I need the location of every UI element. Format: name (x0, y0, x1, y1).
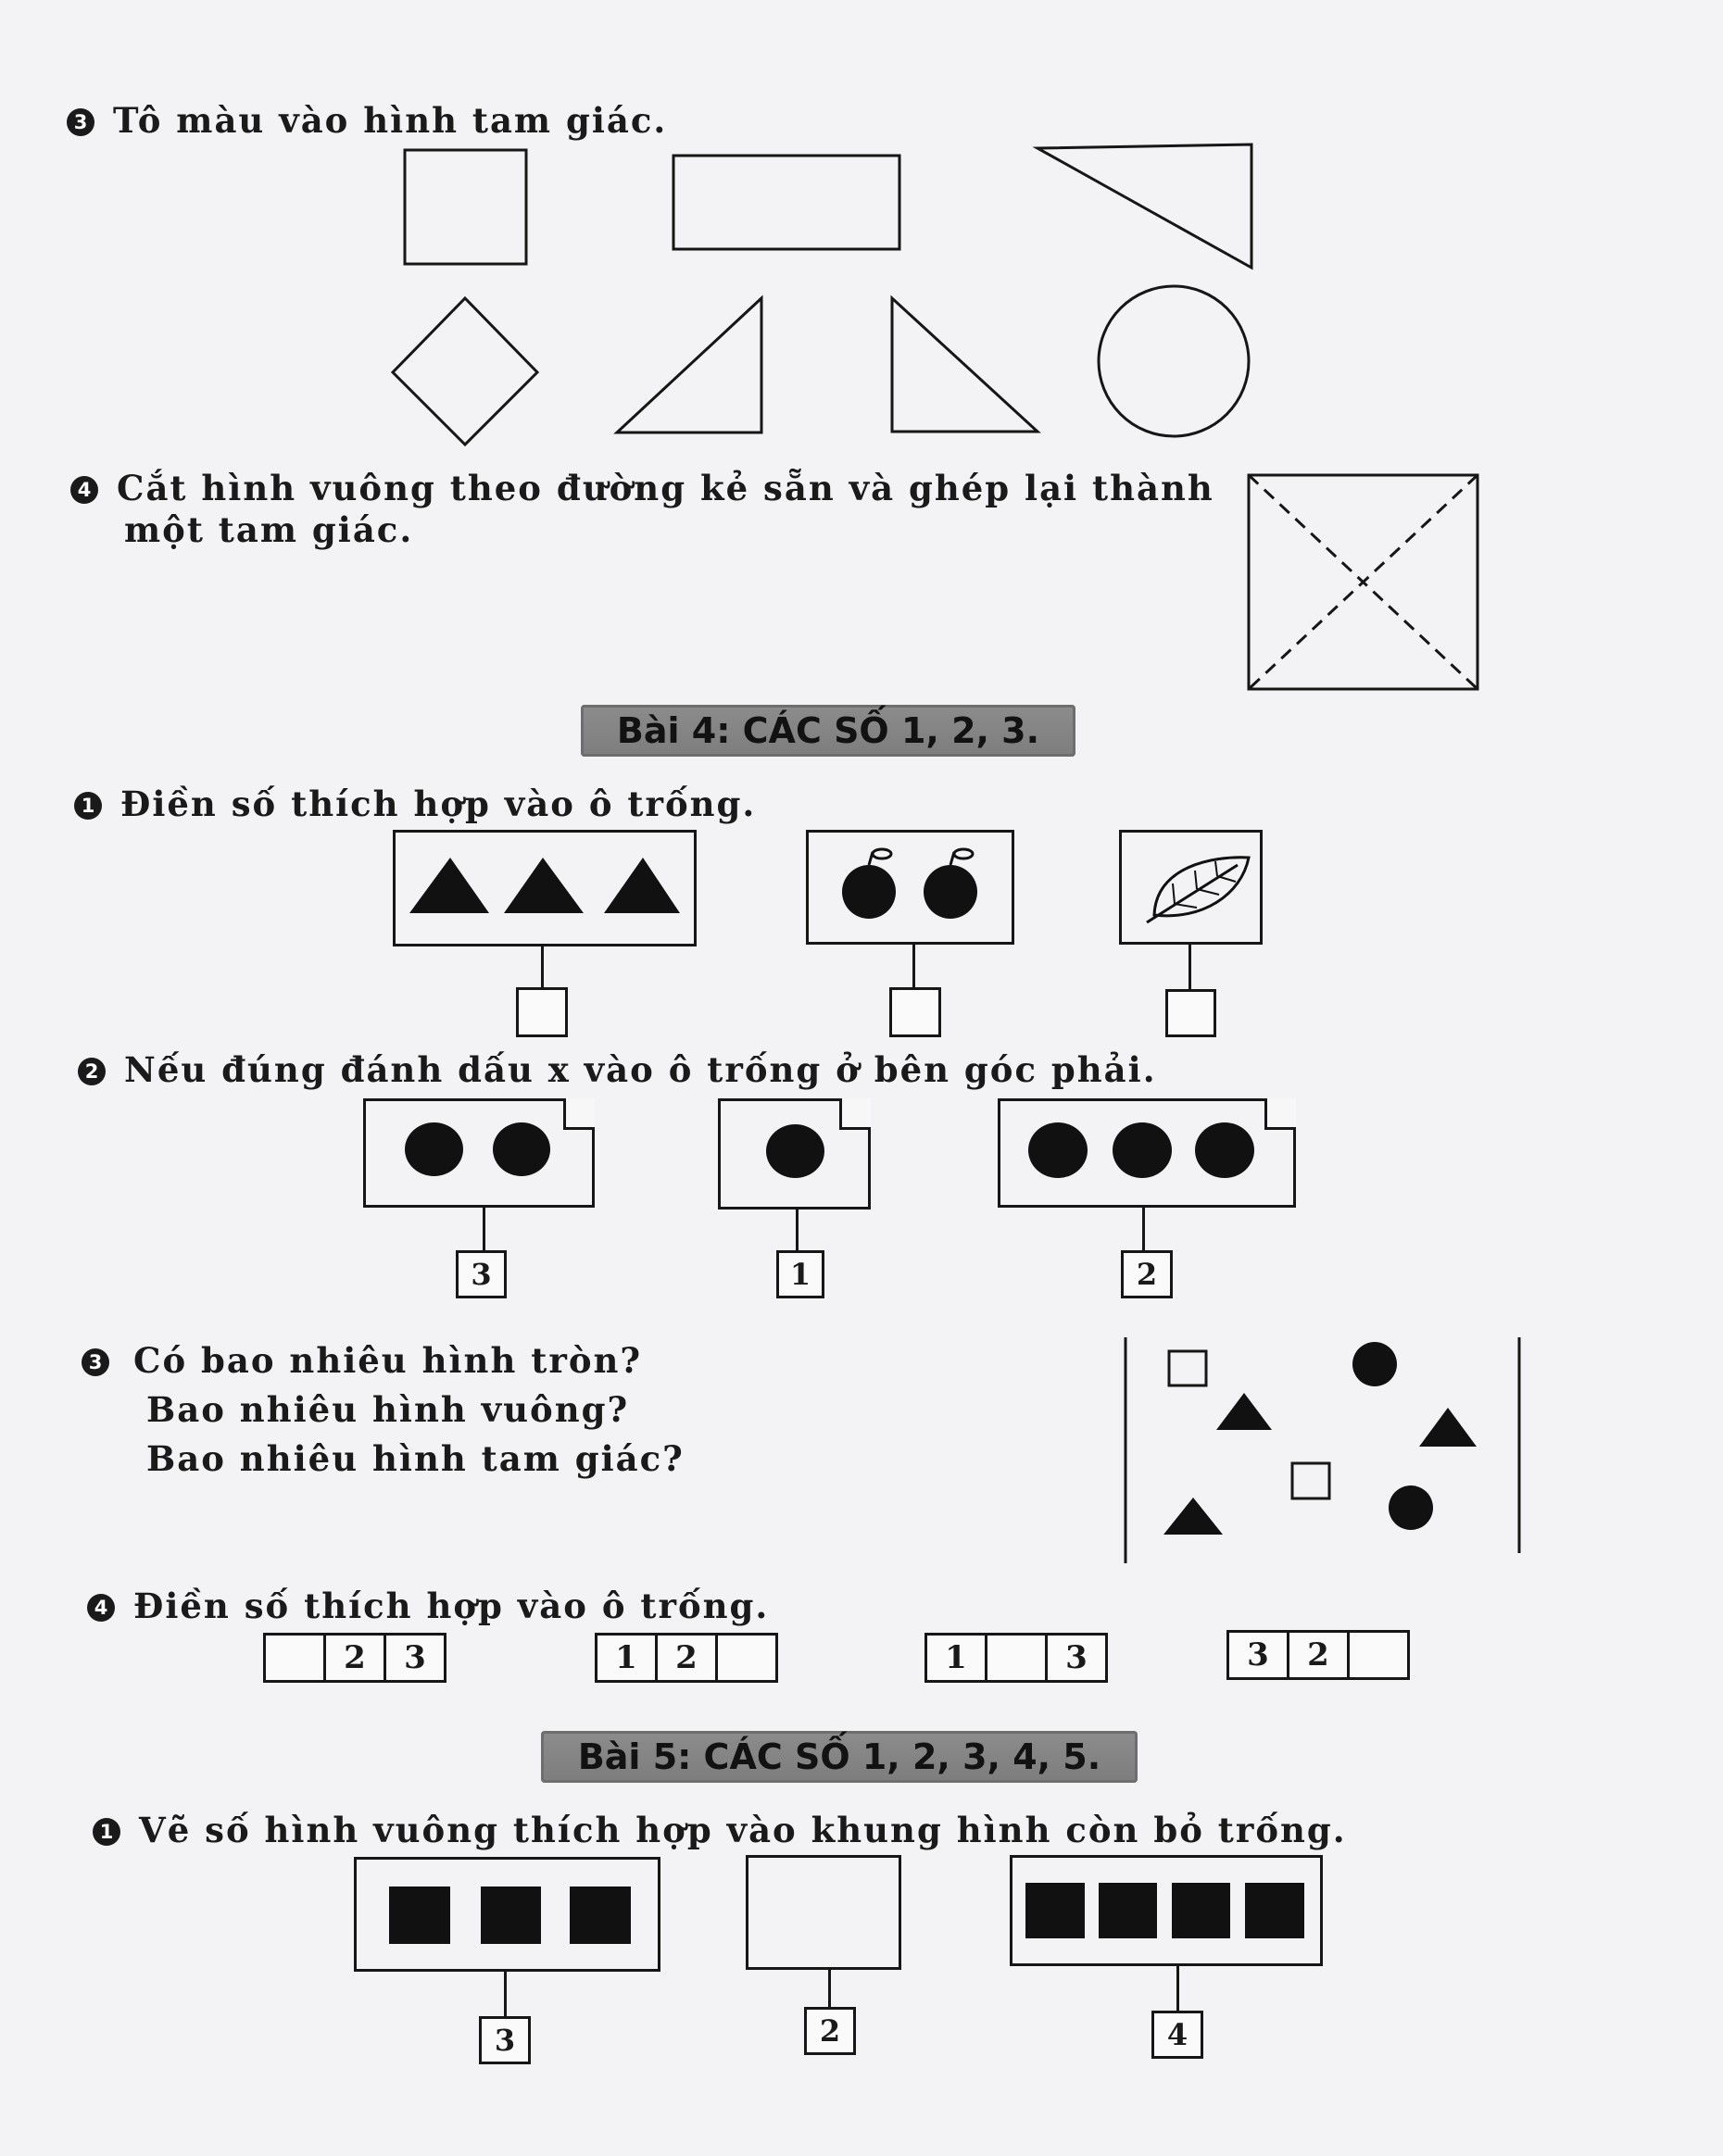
sequence-cell: 3 (1226, 1630, 1289, 1680)
connector-line (541, 946, 544, 991)
label-box: 4 (1151, 2011, 1203, 2059)
sequence-cell[interactable] (1347, 1630, 1410, 1680)
lesson4-q3 (82, 1340, 642, 1381)
apple-icon (924, 849, 977, 919)
question-text-line1: Có bao nhiêu hình tròn? (133, 1340, 643, 1381)
label-box: 3 (456, 1250, 507, 1298)
question-number-badge: 2 (78, 1058, 106, 1085)
dot-icon (1113, 1122, 1172, 1178)
triangle-icon (1163, 1498, 1223, 1535)
dot-icon (1195, 1122, 1254, 1178)
question-number-badge: 3 (67, 108, 94, 136)
check-corner-box[interactable] (1264, 1098, 1296, 1130)
sequence-cell[interactable] (715, 1633, 778, 1683)
answer-box[interactable] (516, 987, 568, 1037)
triangle-icons (393, 830, 698, 950)
triangle-icon (504, 858, 584, 913)
square-icon (1025, 1883, 1085, 1938)
counting-shapes-panel (1121, 1335, 1528, 1567)
sequence-cell: 3 (1045, 1633, 1108, 1683)
square-shape[interactable] (405, 150, 526, 264)
sequence-cell[interactable] (985, 1633, 1048, 1683)
question-number-badge: 1 (93, 1818, 120, 1846)
small-square-icon (1169, 1351, 1206, 1385)
question-number-badge: 4 (70, 476, 98, 504)
small-square-icon (1292, 1463, 1329, 1498)
answer-box[interactable] (1165, 989, 1216, 1037)
triangle-icon (1419, 1408, 1477, 1447)
dot-icon (405, 1122, 463, 1176)
triangle-shape-1[interactable] (1038, 144, 1251, 268)
connector-line (912, 945, 915, 991)
check-corner-box[interactable] (839, 1098, 871, 1130)
question-text: Điền số thích hợp vào ô trống. (133, 1586, 770, 1626)
circle-shape[interactable] (1099, 286, 1249, 436)
dashed-cut-square (1246, 472, 1487, 695)
dot-icon (493, 1122, 550, 1176)
lesson-4-banner: Bài 4: CÁC SỐ 1, 2, 3. (581, 705, 1075, 757)
lesson4-q2 (78, 1049, 1157, 1090)
question-text: Nếu đúng đánh dấu x vào ô trống ở bên góc phải. (124, 1049, 1157, 1090)
leaf-icon (1119, 830, 1267, 950)
dot-icon (766, 1124, 824, 1178)
connector-line (1188, 945, 1191, 991)
lesson4-q1 (74, 783, 756, 824)
dot-icon (1352, 1342, 1397, 1386)
triangle-shape-3[interactable] (892, 298, 1038, 432)
square-icon (389, 1886, 450, 1944)
question-text: Vẽ số hình vuông thích hợp vào khung hình còn bỏ trống. (139, 1810, 1347, 1850)
sequence-cell: 3 (384, 1633, 446, 1683)
question-text-line1: Cắt hình vuông theo đường kẻ sẵn và ghép lại thành (117, 468, 1214, 508)
question-text: Điền số thích hợp vào ô trống. (120, 783, 757, 824)
connector-line (796, 1210, 799, 1254)
apple-icons (806, 830, 1019, 950)
dot-icon (1028, 1122, 1088, 1178)
lesson4-q4 (87, 1586, 769, 1626)
connector-line (828, 1970, 831, 2011)
question-number-badge: 1 (74, 792, 102, 820)
dot-icon (1389, 1485, 1433, 1530)
sequence-cell[interactable] (263, 1633, 326, 1683)
answer-box[interactable] (889, 987, 941, 1037)
sequence-cell: 2 (1287, 1630, 1350, 1680)
question-cat-hinh (70, 468, 1214, 508)
connector-line (1142, 1208, 1145, 1254)
question-text-line2: một tam giác. (124, 509, 414, 550)
triangle-icon (409, 858, 489, 913)
dots-card-two (363, 1098, 595, 1208)
triangle-shape-2[interactable] (617, 298, 761, 432)
triangle-icon (1216, 1393, 1272, 1430)
connector-line (1176, 1966, 1179, 2014)
square-icon (1099, 1883, 1157, 1938)
label-box: 3 (479, 2016, 531, 2064)
sequence-cell: 1 (595, 1633, 658, 1683)
question-number-badge: 4 (87, 1594, 115, 1622)
rectangle-shape[interactable] (673, 156, 899, 249)
question-text-line2: Bao nhiêu hình vuông? (146, 1389, 630, 1430)
check-corner-box[interactable] (563, 1098, 595, 1130)
square-icon (1245, 1883, 1304, 1938)
sequence-cell: 2 (323, 1633, 386, 1683)
square-icon (570, 1886, 631, 1944)
label-box: 2 (804, 2007, 856, 2055)
label-box: 1 (776, 1250, 824, 1298)
question-number-badge: 3 (82, 1348, 109, 1376)
square-icon (481, 1886, 541, 1944)
lesson-5-banner: Bài 5: CÁC SỐ 1, 2, 3, 4, 5. (541, 1731, 1138, 1783)
question-text-line3: Bao nhiêu hình tam giác? (146, 1438, 685, 1479)
sequence-cell: 2 (655, 1633, 718, 1683)
question-text: Tô màu vào hình tam giác. (113, 100, 668, 141)
connector-line (483, 1208, 485, 1254)
apple-icon (842, 849, 896, 919)
label-box: 2 (1121, 1250, 1173, 1298)
square-icon (1172, 1883, 1230, 1938)
connector-line (504, 1972, 507, 2020)
empty-drawing-frame[interactable] (746, 1855, 901, 1970)
sequence-cell: 1 (924, 1633, 987, 1683)
lesson5-q1 (93, 1810, 1347, 1850)
triangle-icon (604, 858, 680, 913)
diamond-shape[interactable] (393, 298, 537, 445)
